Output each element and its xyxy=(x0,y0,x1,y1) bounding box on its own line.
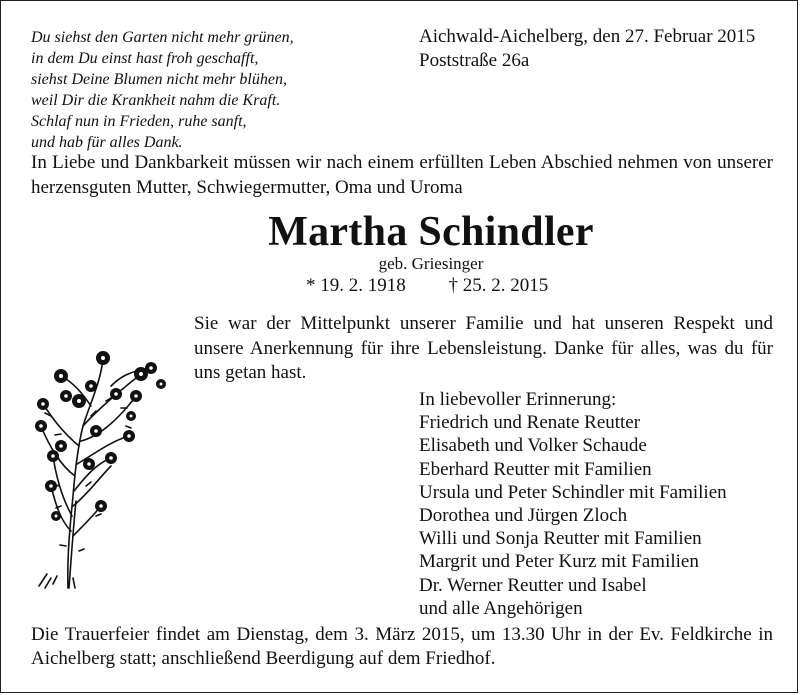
mourners-heading: In liebevoller Erinnerung: xyxy=(419,389,617,410)
deceased-name: Martha Schindler xyxy=(268,209,594,255)
address-line: Poststraße 26a xyxy=(419,50,530,71)
mourners-list xyxy=(419,388,727,620)
death-date: † 25. 2. 2015 xyxy=(448,275,549,296)
tribute-text: Sie war der Mittelpunkt unserer Familie und hat unseren Respekt und unsere Anerkennung für ihre Lebensleistung. Danke für alles, was du für uns getan hast. xyxy=(194,313,773,383)
place-and-date xyxy=(419,25,755,73)
place-date-line: Aichwald-Aichelberg, den 27. Februar 2015 xyxy=(419,26,756,47)
poem-line: Schlaf nun in Frieden, ruhe sanft, xyxy=(31,113,247,130)
list-item: und alle Angehörigen xyxy=(419,597,583,619)
life-dates xyxy=(306,274,548,298)
list-item: Dr. Werner Reutter und Isabel xyxy=(419,574,647,596)
list-item: Eberhard Reutter mit Familien xyxy=(419,458,652,480)
list-item: Elisabeth und Volker Schaude xyxy=(419,435,647,457)
poem-line: weil Dir die Krankheit nahm die Kraft. xyxy=(31,92,281,109)
list-item: Willi und Sonja Reutter mit Familien xyxy=(419,528,702,550)
poem-line: siehst Deine Blumen nicht mehr blühen, xyxy=(31,71,287,88)
flowering-tree-icon xyxy=(31,346,181,596)
intro-text: In Liebe und Dankbarkeit müssen wir nach einem erfüllten Leben Abschied nehmen von unserer herzensguten Mutter, Schwiegermutter, Oma und Uroma xyxy=(31,152,773,198)
memorial-poem xyxy=(31,27,294,153)
list-item: Ursula und Peter Schindler mit Familien xyxy=(419,481,727,503)
birth-name: geb. Griesinger xyxy=(378,254,484,273)
list-item: Dorothea und Jürgen Zloch xyxy=(419,505,628,527)
list-item: Margrit und Peter Kurz mit Familien xyxy=(419,551,699,573)
poem-line: Du siehst den Garten nicht mehr grünen, xyxy=(31,29,294,46)
poem-line: in dem Du einst hast froh geschafft, xyxy=(31,50,259,67)
list-item: Friedrich und Renate Reutter xyxy=(419,412,641,434)
poem-line: und hab für alles Dank. xyxy=(31,134,183,151)
funeral-info: Die Trauerfeier findet am Dienstag, dem 3. März 2015, um 13.30 Uhr in der Ev. Feldkirche in Aichelberg statt; anschließend Beerdigung auf dem Friedhof. xyxy=(31,624,773,669)
birth-date: * 19. 2. 1918 xyxy=(306,275,406,296)
